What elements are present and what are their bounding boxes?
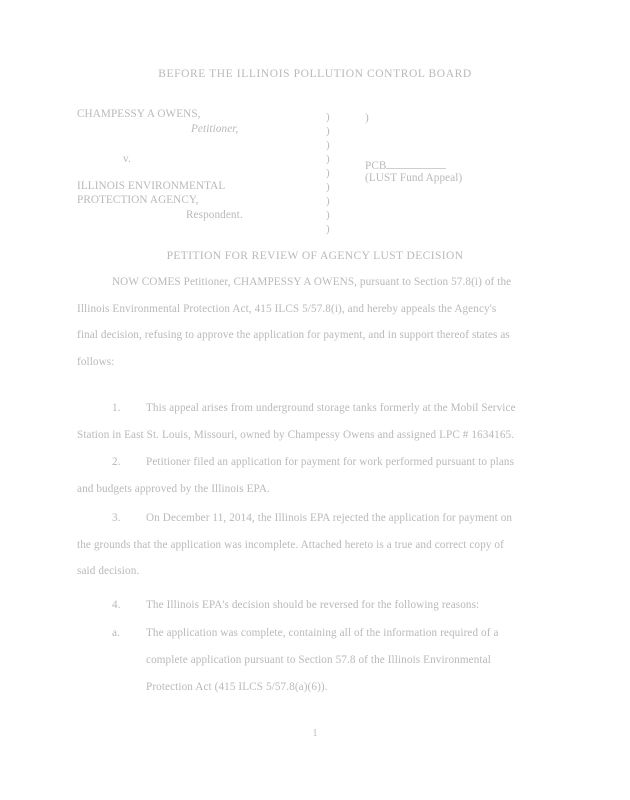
respondent-line-1: ILLINOIS ENVIRONMENTAL	[77, 180, 226, 192]
case-type: (LUST Fund Appeal)	[365, 172, 463, 184]
respondent-role: Respondent.	[186, 209, 243, 221]
paragraph-number: 1.	[112, 402, 121, 414]
brace-mark: )	[326, 139, 330, 151]
paragraph-line: said decision.	[77, 565, 140, 577]
intro-line: Illinois Environmental Protection Act, 415 ILCS 5/57.8(i), and hereby appeals the Agency's	[77, 303, 497, 315]
paragraph-line: On December 11, 2014, the Illinois EPA rejected the application for payment on	[146, 512, 513, 524]
versus-label: v.	[123, 153, 131, 165]
subparagraph-letter: a.	[112, 627, 120, 639]
paragraph-line: This appeal arises from underground storage tanks formerly at the Mobil Service	[146, 402, 516, 414]
document-title: PETITION FOR REVIEW OF AGENCY LUST DECISION	[166, 250, 464, 262]
intro-line: NOW COMES Petitioner, CHAMPESSY A OWENS, pursuant to Section 57.8(i) of the	[112, 276, 512, 288]
paragraph-line: the grounds that the application was incomplete. Attached hereto is a true and correct copy of	[77, 539, 504, 551]
case-number-blank	[386, 158, 446, 169]
paragraph-line: Protection Act (415 ILCS 5/57.8(a)(6)).	[146, 681, 328, 693]
brace-mark: )	[326, 167, 330, 179]
paragraph-number: 2.	[112, 456, 121, 468]
brace-mark: )	[326, 181, 330, 193]
brace-mark: )	[326, 223, 330, 235]
intro-line: follows:	[77, 356, 115, 368]
petitioner-role: Petitioner,	[191, 123, 239, 135]
caption-brace-column	[326, 110, 330, 236]
paragraph-line: Petitioner filed an application for payment for work performed pursuant to plans	[146, 456, 515, 468]
respondent-line-2: PROTECTION AGENCY,	[77, 194, 199, 206]
paragraph-line: The application was complete, containing all of the information required of a	[146, 627, 499, 639]
paragraph-line: Station in East St. Louis, Missouri, owned by Champessy Owens and assigned LPC # 1634165.	[77, 429, 515, 441]
right-marker: )	[365, 112, 369, 124]
paragraph-number: 3.	[112, 512, 121, 524]
paragraph-line: and budgets approved by the Illinois EPA.	[77, 483, 270, 495]
petitioner-name: CHAMPESSY A OWENS,	[77, 108, 201, 120]
brace-mark: )	[326, 153, 330, 165]
brace-mark: )	[326, 125, 330, 137]
case-number-label: PCB	[365, 160, 387, 172]
board-heading: BEFORE THE ILLINOIS POLLUTION CONTROL BOARD	[158, 68, 472, 80]
paragraph-line: complete application pursuant to Section 57.8 of the Illinois Environmental	[146, 654, 491, 666]
paragraph-number: 4.	[112, 599, 121, 611]
case-number-line	[365, 158, 446, 172]
page-number: 1	[312, 728, 318, 739]
brace-mark: )	[326, 111, 330, 123]
brace-mark: )	[326, 195, 330, 207]
intro-line: final decision, refusing to approve the application for payment, and in support thereof states as	[77, 329, 510, 341]
paragraph-line: The Illinois EPA's decision should be reversed for the following reasons:	[146, 599, 480, 611]
brace-mark: )	[326, 209, 330, 221]
